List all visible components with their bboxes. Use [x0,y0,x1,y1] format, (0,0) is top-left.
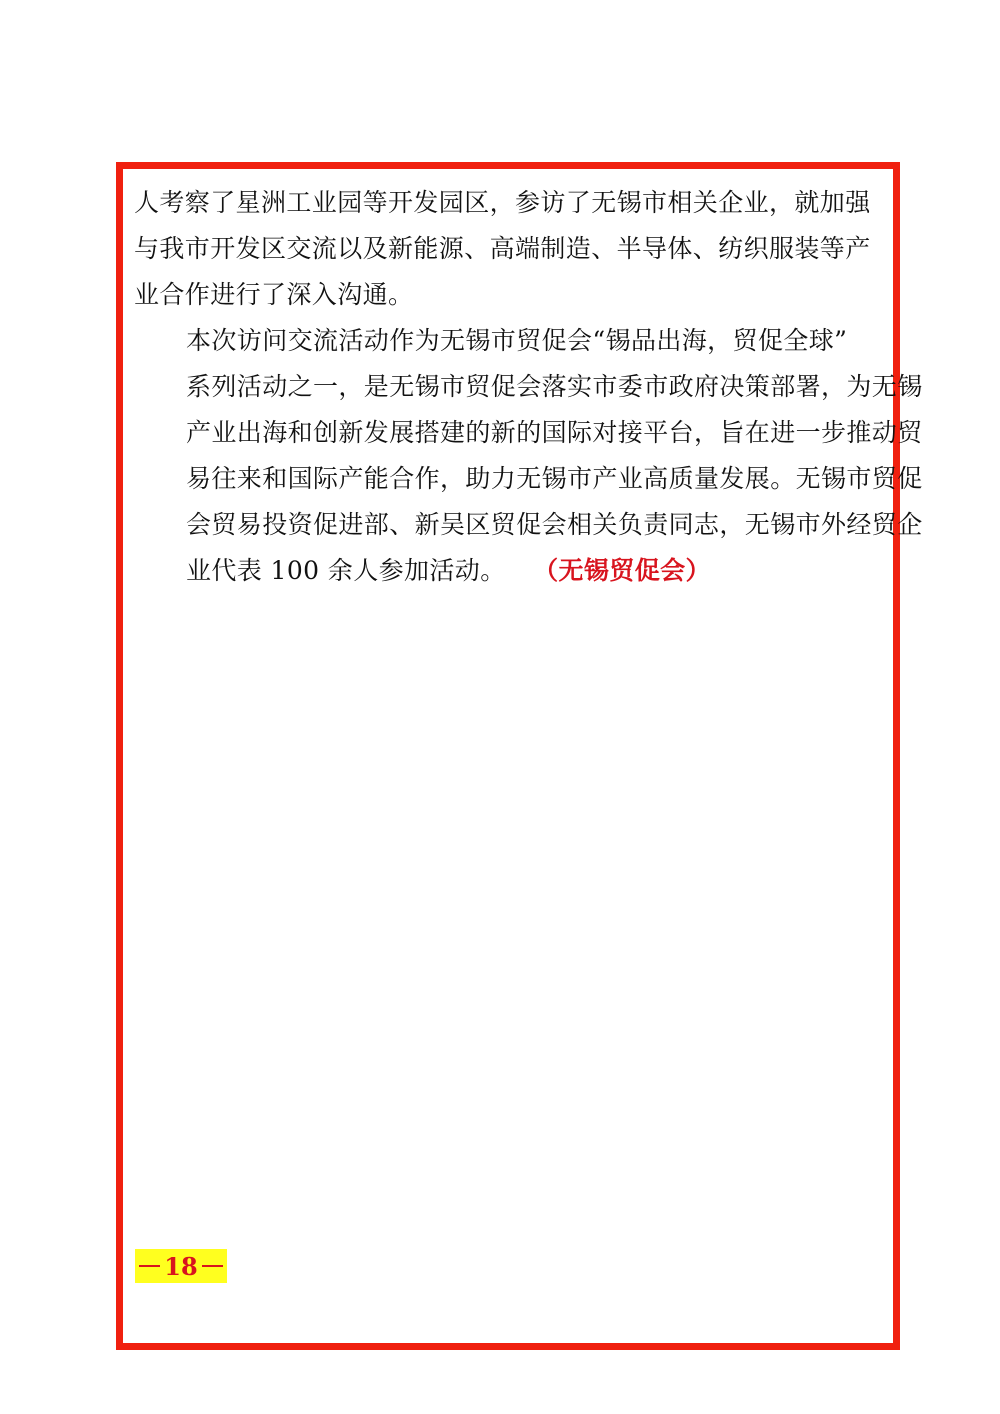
text-line: 系列活动之一，是无锡市贸促会落实市委市政府决策部署，为无锡 [186,372,923,401]
text-line: 业合作进行了深入沟通。 [134,280,414,309]
text-line: 产业出海和创新发展搭建的新的国际对接平台，旨在进一步推动贸 [186,418,923,447]
text-line-content: 业代表 100 余人参加活动。 [186,556,506,585]
page-number-value: 18 [164,1251,198,1281]
text-line-last [134,548,867,594]
text-line: 人考察了星洲工业园等开发园区，参访了无锡市相关企业，就加强 [134,188,871,217]
text-line: 会贸易投资促进部、新吴区贸促会相关负责同志，无锡市外经贸企 [186,510,923,539]
text-line: 与我市开发区交流以及新能源、高端制造、半导体、纺织服装等产 [134,234,871,263]
dash-left [139,1265,160,1267]
page-number [135,1249,227,1283]
paragraph-2 [134,318,923,594]
text-line: 易往来和国际产能合作，助力无锡市产业高质量发展。无锡市贸促 [186,464,923,493]
dash-right [202,1265,223,1267]
text-line: 本次访问交流活动作为无锡市贸促会“锡品出海，贸促全球” [186,326,848,355]
article-source: （无锡贸促会） [545,556,711,585]
article-body [134,180,923,594]
paragraph-1 [134,180,871,318]
